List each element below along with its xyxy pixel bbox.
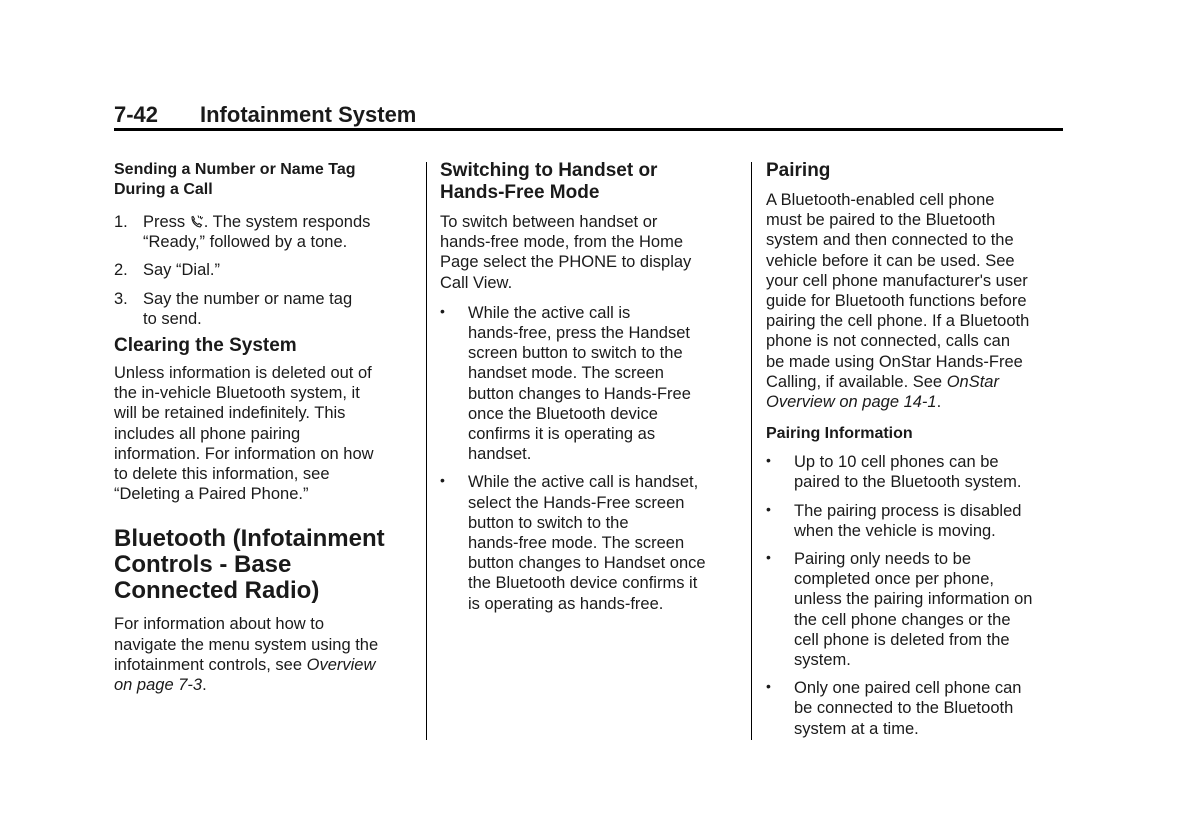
heading-pairing-information: Pairing Information	[766, 425, 913, 443]
text-line: Pairing only needs to be	[794, 550, 972, 569]
cross-reference-link[interactable]: OnStar	[946, 372, 999, 391]
heading-line: Bluetooth (Infotainment	[114, 525, 385, 553]
column-1	[114, 160, 414, 695]
heading-pairing: Pairing	[766, 160, 831, 181]
text-line: handset.	[468, 445, 532, 464]
list-item	[766, 452, 1066, 492]
header-rule	[114, 128, 1063, 131]
text-line: While the active call is	[468, 303, 631, 322]
text-line: be connected to the Bluetooth	[794, 699, 1014, 718]
text-line: your cell phone manufacturer's user	[766, 271, 1028, 290]
step-number: 1.	[114, 213, 128, 231]
text-line: cell phone is deleted from the	[794, 630, 1010, 649]
list-item	[440, 303, 740, 465]
paragraph-switch-intro	[440, 212, 740, 293]
text-line: completed once per phone,	[794, 570, 994, 589]
text-line: confirms it is operating as	[468, 425, 656, 444]
page-header	[114, 100, 1062, 130]
text-line: Unless information is deleted out of	[114, 364, 372, 383]
text-line: hands-free mode, from the Home	[440, 233, 684, 252]
column-divider-2	[751, 162, 752, 740]
text-line: button changes to Hands-Free	[468, 384, 691, 403]
heading-line: Controls - Base	[114, 551, 292, 579]
heading-line: During a Call	[114, 181, 213, 198]
text-line: Only one paired cell phone can	[794, 679, 1022, 698]
step-text: . The system responds	[203, 213, 371, 231]
steps-list	[114, 212, 414, 329]
step-text: to send.	[143, 309, 202, 328]
voice-phone-icon	[190, 213, 204, 227]
heading-clearing-system: Clearing the System	[114, 335, 297, 357]
paragraph-menu-info	[114, 614, 414, 695]
text-line: screen button to switch to the	[468, 344, 683, 363]
text-line: Up to 10 cell phones can be	[794, 453, 999, 472]
cross-reference-link[interactable]: on page 7-3	[114, 676, 203, 695]
text-line: “Deleting a Paired Phone.”	[114, 485, 309, 504]
text-line: .	[202, 676, 207, 695]
text-line: when the vehicle is moving.	[794, 521, 996, 540]
bullet-icon: •	[766, 452, 771, 469]
page-number: 7-42	[114, 102, 159, 127]
heading-line: Connected Radio)	[114, 577, 320, 605]
text-line: information. For information on how	[114, 444, 374, 463]
bullet-icon: •	[440, 472, 445, 489]
text-line: select the Hands-Free screen	[468, 493, 685, 512]
text-line: While the active call is handset,	[468, 473, 699, 492]
text-line: .	[936, 393, 942, 412]
pairing-bullet-list	[766, 452, 1066, 739]
text-line: The pairing process is disabled	[794, 501, 1022, 520]
text-line: To switch between handset or	[440, 213, 658, 231]
text-line: to delete this information, see	[114, 465, 330, 484]
text-line: A Bluetooth-enabled cell phone	[766, 191, 995, 209]
text-line: unless the pairing information on	[794, 590, 1033, 609]
list-item	[440, 472, 740, 613]
text-line: the Bluetooth device confirms it	[468, 574, 698, 593]
cross-reference-link[interactable]: Overview on page 14-1	[766, 393, 937, 412]
text-line: system and then connected to the	[766, 231, 1014, 250]
text-line: Page select the PHONE to display	[440, 253, 692, 272]
step-text: Say “Dial.”	[143, 261, 221, 280]
text-line: is operating as hands-free.	[468, 594, 664, 613]
column-2	[440, 160, 740, 614]
text-line: pairing the cell phone. If a Bluetooth	[766, 312, 1030, 331]
heading-sending-number	[114, 160, 414, 200]
text-line: infotainment controls, see	[114, 655, 307, 674]
step-text: Say the number or name tag	[143, 289, 353, 308]
text-line: handset mode. The screen	[468, 364, 664, 383]
text-line: must be paired to the Bluetooth	[766, 211, 996, 230]
text-line: will be retained indefinitely. This	[114, 404, 346, 423]
column-divider-1	[426, 162, 427, 740]
switch-bullet-list	[440, 303, 740, 614]
text-line: once the Bluetooth device	[468, 404, 658, 423]
text-line: guide for Bluetooth functions before	[766, 292, 1027, 311]
step-text: “Ready,” followed by a tone.	[143, 233, 348, 252]
list-item	[766, 501, 1066, 541]
text-line: phone is not connected, calls can	[766, 332, 1010, 351]
step-number: 3.	[114, 289, 128, 308]
cross-reference-link[interactable]: Overview	[306, 655, 376, 674]
heading-bluetooth-base	[114, 526, 414, 604]
list-item	[114, 212, 414, 252]
text-line: includes all phone pairing	[114, 424, 301, 443]
list-item	[114, 260, 414, 280]
bullet-icon: •	[766, 549, 771, 566]
bullet-icon: •	[766, 678, 771, 695]
column-3	[766, 160, 1066, 739]
paragraph-clearing	[114, 363, 414, 504]
heading-line: Sending a Number or Name Tag	[114, 161, 356, 178]
text-line: the in-vehicle Bluetooth system, it	[114, 384, 360, 403]
text-line: Calling, if available. See	[766, 372, 947, 391]
text-line: the cell phone changes or the	[794, 610, 1011, 629]
text-line: button to switch to the	[468, 513, 629, 532]
text-line: vehicle before it can be used. See	[766, 251, 1015, 270]
list-item	[114, 289, 414, 329]
bullet-icon: •	[766, 500, 771, 517]
list-item	[766, 678, 1066, 739]
text-line: button changes to Handset once	[468, 554, 706, 573]
heading-line: Hands-Free Mode	[440, 182, 600, 203]
text-line: hands-free, press the Handset	[468, 324, 690, 343]
step-text: Press	[143, 213, 190, 231]
bullet-icon: •	[440, 302, 445, 319]
heading-line: Switching to Handset or	[440, 160, 658, 181]
text-line: hands-free mode. The screen	[468, 534, 685, 553]
text-line: Call View.	[440, 273, 513, 292]
paragraph-pairing	[766, 190, 1066, 412]
heading-switching-handset	[440, 160, 740, 204]
text-line: paired to the Bluetooth system.	[794, 473, 1022, 492]
text-line: For information about how to	[114, 615, 325, 634]
text-line: be made using OnStar Hands-Free	[766, 352, 1023, 371]
text-line: navigate the menu system using the	[114, 635, 379, 654]
text-line: system at a time.	[794, 719, 919, 738]
text-line: system.	[794, 651, 851, 670]
step-number: 2.	[114, 261, 128, 280]
list-item	[766, 549, 1066, 670]
section-title: Infotainment System	[200, 102, 417, 127]
